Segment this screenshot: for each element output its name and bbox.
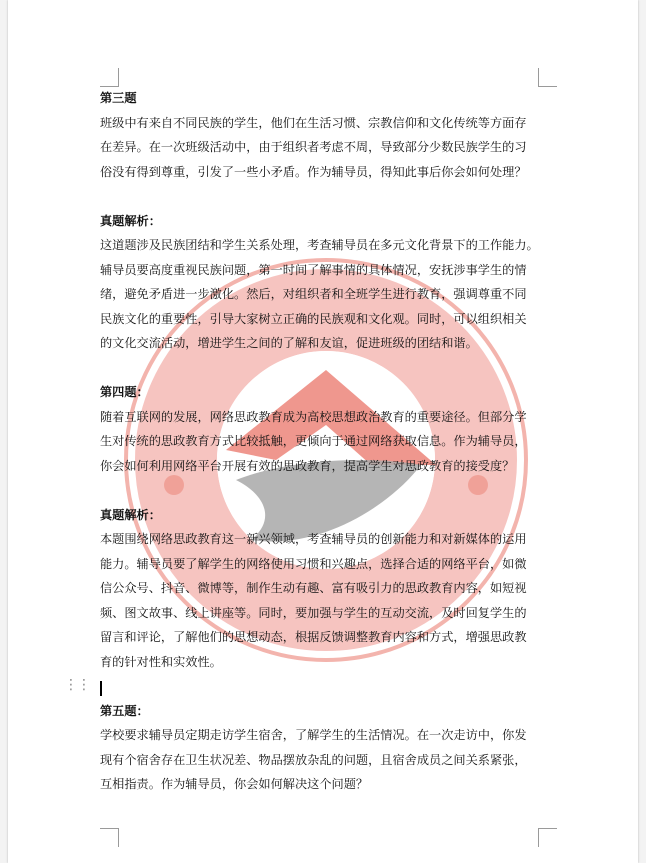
text-line: 你会如何利用网络平台开展有效的思政教育，提高学生对思政教育的接受度？	[100, 458, 515, 473]
paragraph-gap	[100, 184, 570, 209]
paragraph-gap	[100, 478, 570, 503]
text-line: 随着互联网的发展，网络思政教育成为高校思想政治教育的重要途径。但部分学	[100, 409, 527, 424]
section-heading: 第三题	[100, 91, 137, 105]
section-heading: 第五题：	[100, 703, 149, 718]
empty-paragraph[interactable]	[100, 674, 570, 699]
margin-corner-bottom-right	[538, 828, 557, 847]
text-line: 互相指责。作为辅导员，你会如何解决这个问题？	[100, 777, 369, 791]
text-line: 俗没有得到尊重，引发了一些小矛盾。作为辅导员，得知此事后你会如何处理？	[100, 164, 527, 179]
section-heading: 第四题：	[100, 385, 149, 399]
text-line: 辅导员要高度重视民族问题，第一时间了解事情的具体情况，安抚涉事学生的情	[100, 262, 527, 277]
text-line: 本题围绕网络思政教育这一新兴领域，考查辅导员的创新能力和对新媒体的运用	[100, 532, 527, 546]
text-cursor	[100, 681, 102, 696]
section-heading: 真题解析：	[100, 213, 161, 228]
margin-corner-bottom-left	[100, 828, 119, 847]
text-line: 在差异。在一次班级活动中，由于组织者考虑不周，导致部分少数民族学生的习	[100, 140, 527, 154]
text-line: 现有个宿舍存在卫生状况差、物品摆放杂乱的问题，且宿舍成员之间关系紧张，	[100, 752, 527, 767]
text-line: 信公众号、抖音、微博等，制作生动有趣、富有吸引力的思政教育内容，如短视	[100, 581, 527, 595]
text-line: 绪，避免矛盾进一步激化。然后，对组织者和全班学生进行教育，强调尊重不同	[100, 287, 527, 301]
text-line: 班级中有来自不同民族的学生，他们在生活习惯、宗教信仰和文化传统等方面存	[100, 115, 527, 130]
text-line: 育的针对性和实效性。	[100, 654, 222, 669]
document-page	[8, 0, 638, 863]
text-line: 生对传统的思政教育方式比较抵触，更倾向于通过网络获取信息。作为辅导员，	[100, 434, 527, 448]
text-line: 能力。辅导员要了解学生的网络使用习惯和兴趣点，选择合适的网络平台，如微	[100, 556, 527, 571]
section-heading: 真题解析：	[100, 507, 161, 522]
drag-handle-icon[interactable]: ⋮⋮	[64, 677, 90, 693]
text-line: 频、图文故事、线上讲座等。同时，要加强与学生的互动交流，及时回复学生的	[100, 605, 527, 620]
paragraph-gap	[100, 356, 570, 381]
text-line: 留言和评论，了解他们的思想动态，根据反馈调整教育内容和方式，增强思政教	[100, 630, 527, 644]
text-line: 这道题涉及民族团结和学生关系处理，考查辅导员在多元文化背景下的工作能力。	[100, 238, 539, 252]
text-line: 学校要求辅导员定期走访学生宿舍，了解学生的生活情况。在一次走访中，你发	[100, 728, 527, 742]
margin-corner-top-right	[538, 68, 557, 87]
margin-corner-top-left	[100, 68, 119, 87]
text-line: 的文化交流活动，增进学生之间的了解和友谊，促进班级的团结和谐。	[100, 336, 478, 350]
text-line: 民族文化的重要性，引导大家树立正确的民族观和文化观。同时，可以组织相关	[100, 311, 527, 326]
document-body[interactable]	[100, 86, 570, 797]
